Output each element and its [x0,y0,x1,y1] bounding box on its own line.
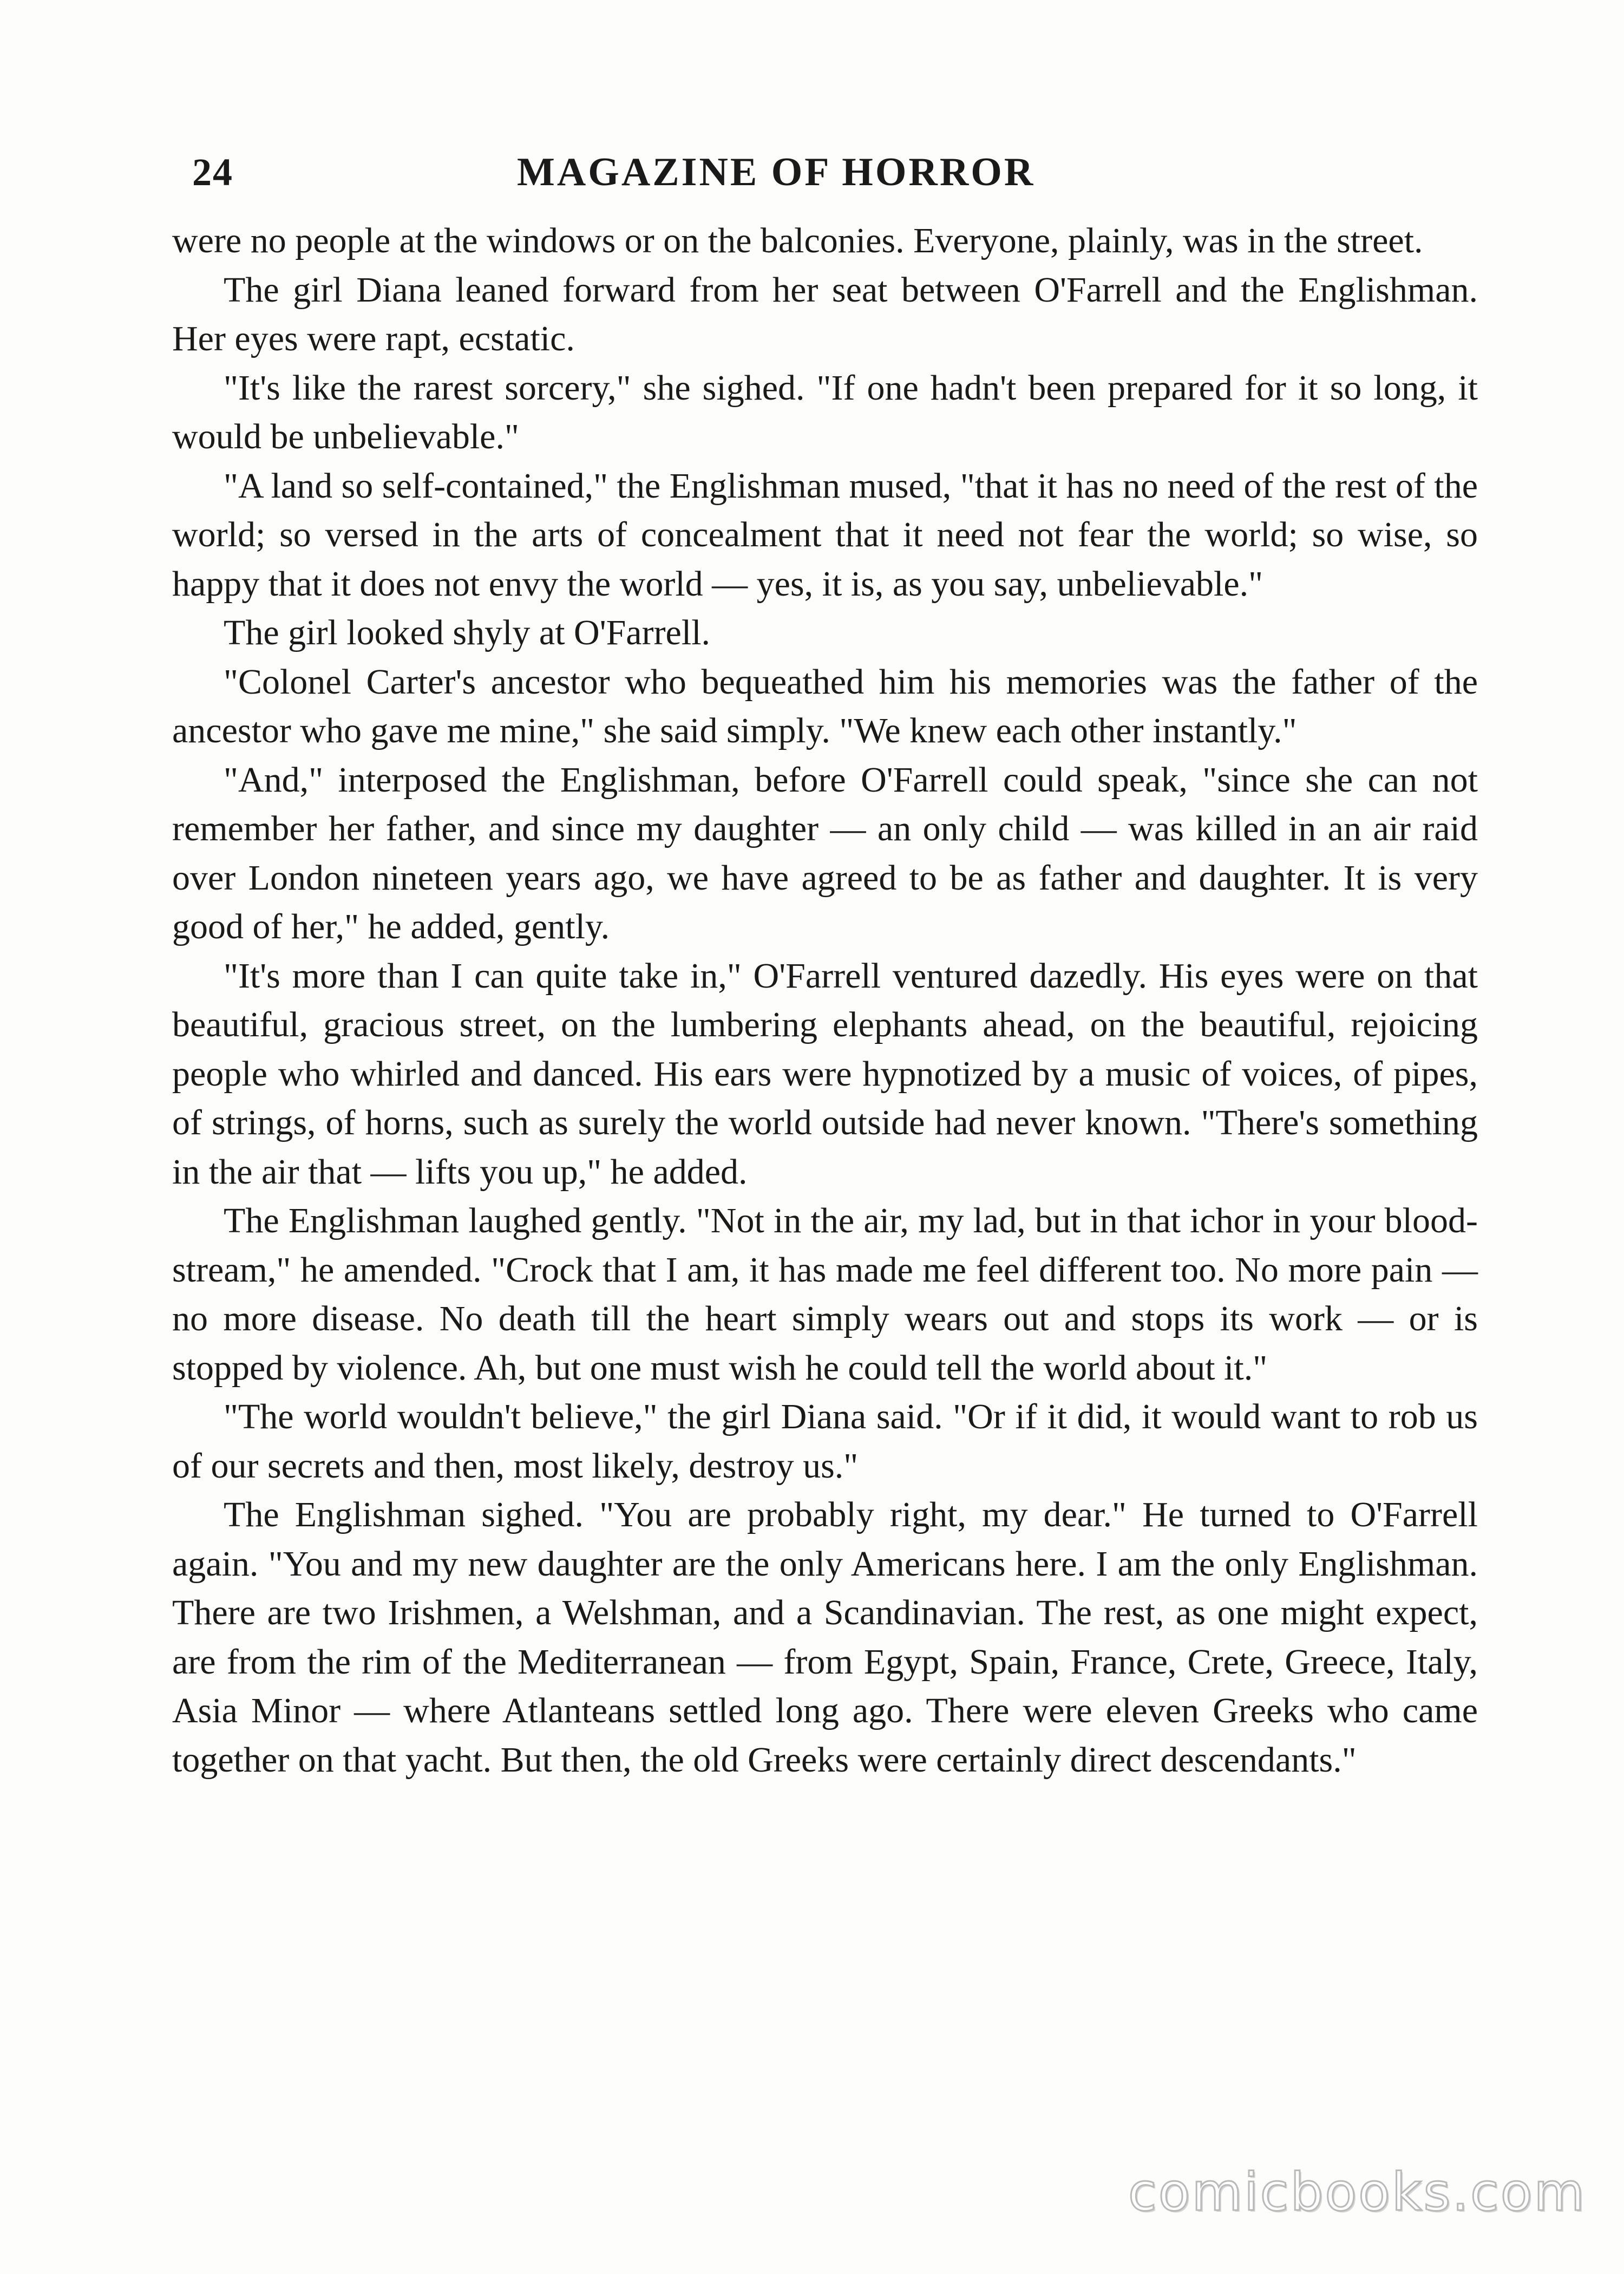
paragraph: "It's like the rarest sorcery," she sighed. "If one hadn't been prepared for it so long, it would be unbelievable." [172,368,1478,456]
paragraph: were no people at the windows or on the balconies. Everyone, plainly, was in the street. [172,221,1423,260]
paragraph: The Englishman sighed. "You are probably right, my dear." He turned to O'Farrell again. "You and my new daughter are the only Americans here. I am the only Englishman. There are two Irishmen, a Welshman, and a Scandinavian. The rest, as one might expect, are from the rim of the Mediterranean — from Egypt, Spain, France, Crete, Greece, Italy, Asia Minor — where Atlanteans settled long ago. There were eleven Greeks who came together on that yacht. But then, the old Greeks were certainly direct descendants." [172,1495,1478,1780]
paragraph: The girl looked shyly at O'Farrell. [224,613,711,652]
paragraph: The Englishman laughed gently. "Not in the air, my lad, but in that ichor in your blood-stream," he amended. "Crock that I am, it has made me feel different too. No more pain — no more disease. No death till the heart simply wears out and stops its work — or is stopped by violence. Ah, but one must wish he could tell the world about it." [172,1201,1478,1388]
watermark: comicbooks.com [1128,2162,1586,2223]
paragraph: "It's more than I can quite take in," O'Farrell ventured dazedly. His eyes were on that beautiful, gracious street, on the lumbering elephants ahead, on the beautiful, rejoicing people who whirled and danced. His ears were hypnotized by a music of voices, of pipes, of strings, of horns, such as surely the world outside had never known. "There's something in the air that — lifts you up," he added. [172,956,1478,1192]
paragraph: The girl Diana leaned forward from her seat between O'Farrell and the Englishman. Her eyes were rapt, ecstatic. [172,270,1478,358]
running-title: MAGAZINE OF HORROR [517,150,1036,194]
paragraph: "The world wouldn't believe," the girl Diana said. "Or if it did, it would want to rob us of our secrets and then, most likely, destroy us." [172,1397,1478,1486]
paragraph: "Colonel Carter's ancestor who bequeathed him his memories was the father of the ancestor who gave me mine," she said simply. "We knew each other instantly." [172,662,1478,750]
paragraph: "And," interposed the Englishman, before O'Farrell could speak, "since she can not remember her father, and since my daughter — an only child — was killed in an air raid over London nineteen years ago, we have agreed to be as father and daughter. It is very good of her," he added, gently. [172,760,1478,946]
story-text [172,217,1478,1785]
page-number: 24 [192,151,233,194]
paragraph: "A land so self-contained," the Englishman mused, "that it has no need of the rest of the world; so versed in the arts of concealment that it need not fear the world; so wise, so happy that it does not envy the world — yes, it is, as you say, unbelievable." [172,466,1478,604]
page-header [192,145,1481,199]
